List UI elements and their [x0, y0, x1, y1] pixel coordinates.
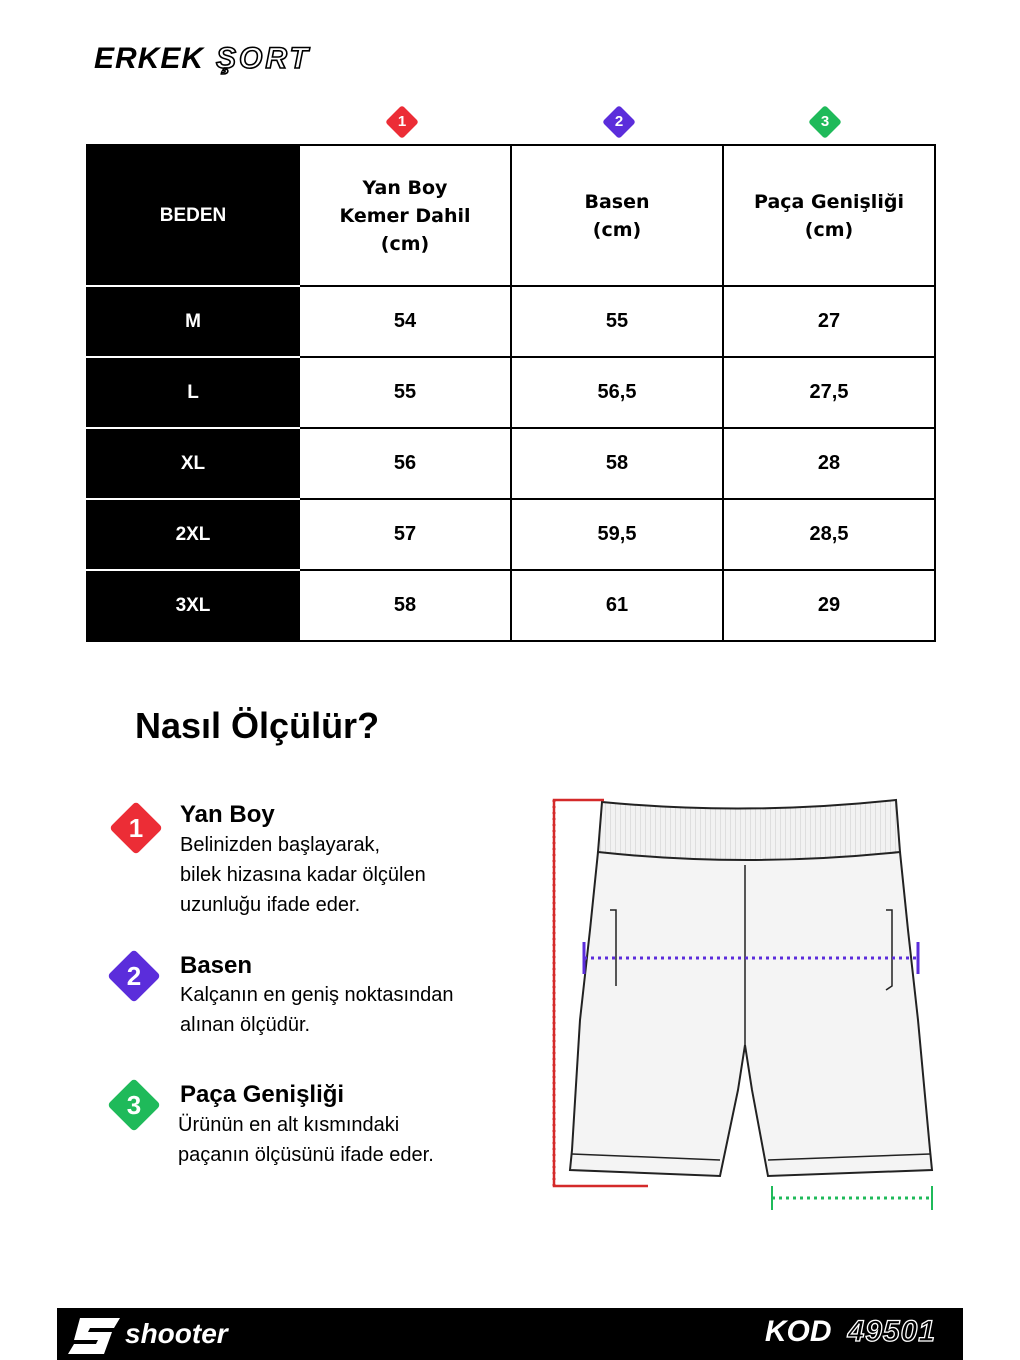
shooter-logo-icon	[68, 1316, 124, 1356]
table-header-row	[87, 145, 935, 286]
basen-cell: 61	[511, 570, 723, 641]
title-main: ERKEK	[94, 42, 205, 75]
basen-cell: 59,5	[511, 499, 723, 570]
code-label: KOD	[764, 1315, 832, 1348]
header-yan-boy: Yan Boy Kemer Dahil (cm)	[299, 145, 511, 286]
guide-item-desc: Belinizden başlayarak, bilek hizasına kadar ölçülen uzunluğu ifade eder.	[180, 834, 426, 916]
paca-cell: 27,5	[723, 357, 935, 428]
table-row	[87, 428, 935, 499]
table-row	[87, 286, 935, 357]
guide-heading: Nasıl Ölçülür?	[135, 705, 380, 746]
guide-item-title: Yan Boy	[180, 801, 275, 828]
yan-boy-cell: 56	[299, 428, 511, 499]
basen-cell: 56,5	[511, 357, 723, 428]
size-cell: 3XL	[87, 570, 299, 641]
guide-badge-2-icon: 2	[106, 948, 162, 1004]
guide-item-title: Paça Genişliği	[180, 1081, 345, 1108]
header-paca: Paça Genişliği (cm)	[723, 145, 935, 286]
size-cell: L	[87, 357, 299, 428]
yan-boy-cell: 57	[299, 499, 511, 570]
brand-name: shooter	[125, 1318, 228, 1349]
guide-badge-3-icon: 3	[106, 1077, 162, 1133]
guide-item-desc: Kalçanın en geniş noktasından alınan ölçüdür.	[180, 984, 454, 1036]
paca-cell: 28,5	[723, 499, 935, 570]
size-table	[86, 144, 936, 642]
paca-cell: 29	[723, 570, 935, 641]
table-row	[87, 357, 935, 428]
size-cell: M	[87, 286, 299, 357]
paca-cell: 28	[723, 428, 935, 499]
shorts-body	[570, 852, 932, 1176]
header-size: BEDEN	[87, 145, 299, 286]
table-row	[87, 499, 935, 570]
header-basen: Basen (cm)	[511, 145, 723, 286]
size-cell: XL	[87, 428, 299, 499]
code-value: 49501	[847, 1315, 936, 1348]
guide-item-title: Basen	[180, 952, 253, 979]
yan-boy-cell: 55	[299, 357, 511, 428]
basen-cell: 55	[511, 286, 723, 357]
paca-cell: 27	[723, 286, 935, 357]
size-cell: 2XL	[87, 499, 299, 570]
page-title	[94, 42, 311, 76]
badge-1-icon: 1	[384, 104, 420, 140]
guide-badge-1-icon: 1	[108, 800, 164, 856]
badge-2-icon: 2	[601, 104, 637, 140]
title-sub: ŞORT	[216, 42, 311, 75]
product-code	[765, 1315, 936, 1349]
waistband	[598, 800, 900, 860]
shorts-illustration	[540, 790, 960, 1220]
badge-3-icon: 3	[807, 104, 843, 140]
yan-boy-cell: 54	[299, 286, 511, 357]
yan-boy-cell: 58	[299, 570, 511, 641]
table-row	[87, 570, 935, 641]
basen-cell: 58	[511, 428, 723, 499]
guide-item-desc: Ürünün en alt kısmındaki paçanın ölçüsünü ifade eder.	[178, 1114, 434, 1166]
